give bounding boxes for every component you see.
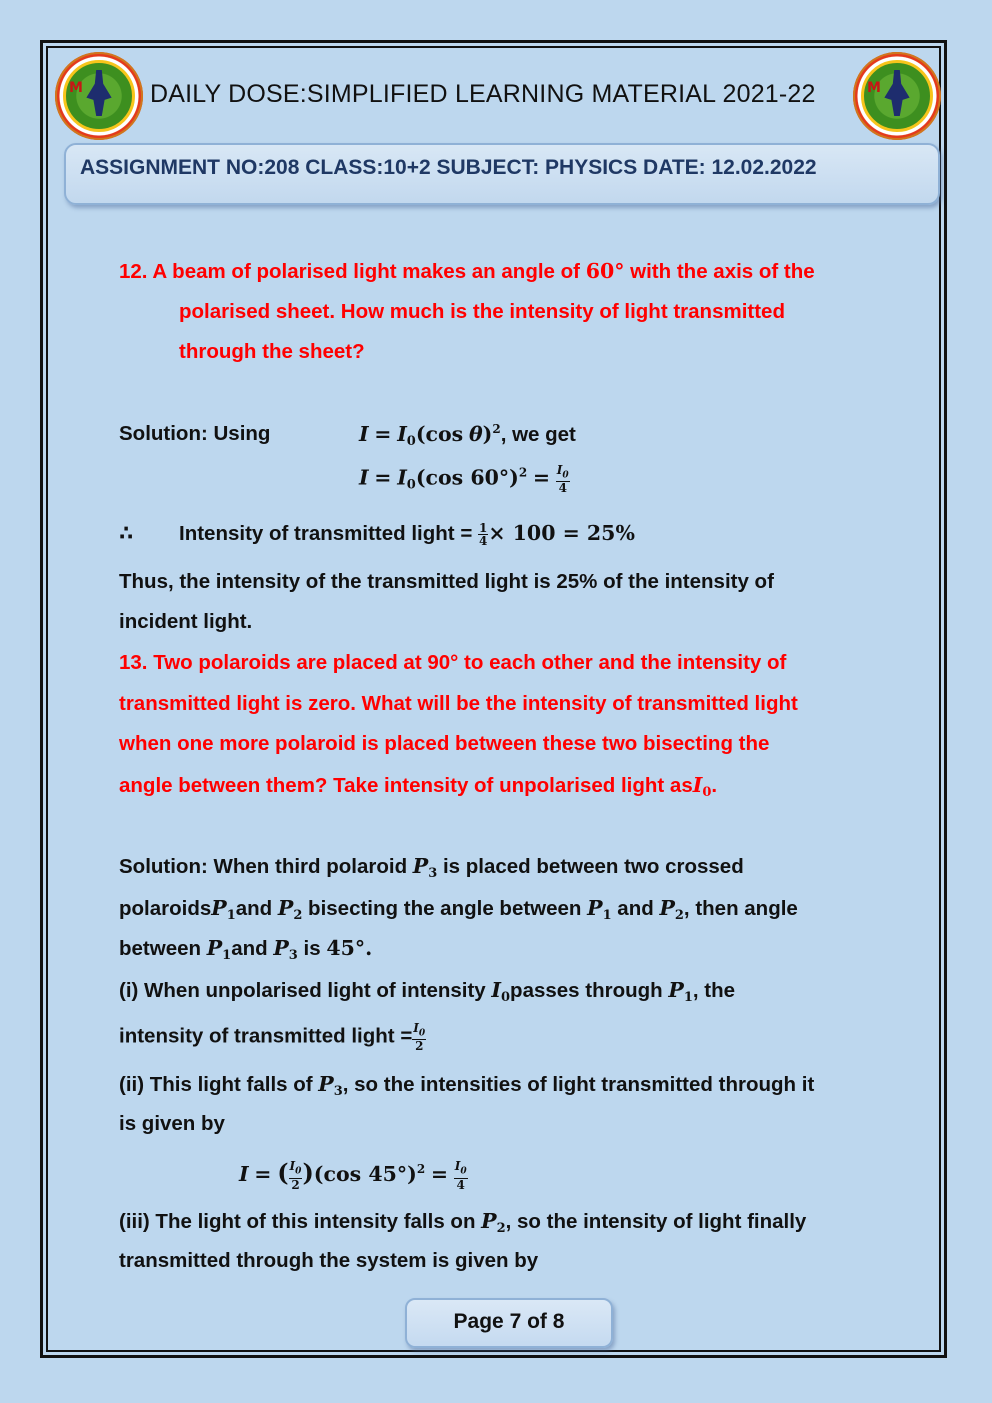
- document-title: DAILY DOSE:SIMPLIFIED LEARNING MATERIAL 2021-22: [150, 80, 816, 108]
- q13-line-3: when one more polaroid is placed between these two bisecting the: [119, 732, 770, 755]
- sol12-intensity: Intensity of transmitted light = $\frac{1}{4}$ × 100 = 25%: [179, 521, 635, 549]
- logo-emblem-right: M: [853, 52, 941, 140]
- sol12-label: Solution: Using: [119, 422, 271, 445]
- q12-line-1: 12. A beam of polarised light makes an angle of 60° with the axis of the: [119, 259, 815, 283]
- sol12-formula-2: $I = I_0(\cos$ 60°)$^2$ = $\frac{I_0}{4}$: [359, 463, 569, 496]
- q13-line-2: transmitted light is zero. What will be the intensity of transmitted light: [119, 692, 798, 715]
- sol13-step-i-2: intensity of transmitted light = $\frac{I_0}{2}$: [119, 1021, 426, 1054]
- page-number: Page 7 of 8: [405, 1298, 613, 1348]
- sol13-line-3: between $P_1and$ $P_3$ is 45°.: [119, 936, 373, 963]
- sol13-line-2: polaroidsP$_1$and $P_2$ bisecting the angle between $P_1$ and $P_2$, then angle: [119, 896, 798, 923]
- sol13-step-iii-2: transmitted through the system is given by: [119, 1249, 539, 1272]
- sol12-thus-1: Thus, the intensity of the transmitted light is 25% of the intensity of: [119, 570, 774, 593]
- sol12-thus-2: incident light.: [119, 610, 253, 633]
- sol13-line-1: Solution: When third polaroid $P_3$ is placed between two crossed: [119, 854, 744, 881]
- q13-line-1: 13. Two polaroids are placed at 90° to each other and the intensity of: [119, 651, 787, 674]
- sol12-formula-1: $I = I_0(\cos$ θ)$^2$, we get: [359, 422, 576, 449]
- q12-line-3: through the sheet?: [179, 340, 365, 363]
- q13-line-4: angle between them? Take intensity of unpolarised light asI$_0$.: [119, 773, 718, 800]
- therefore-symbol: ∴: [119, 522, 134, 545]
- sol13-step-ii-1: (ii) This light falls of $P_3$, so the intensities of light transmitted through it: [119, 1072, 815, 1099]
- sol13-formula: I = ( $\frac{I_0}{2}$ )(cos 45°)$^2$ = $\frac{I_0}{4}$: [239, 1158, 467, 1192]
- sol13-step-iii-1: (iii) The light of this intensity falls on $P_2$, so the intensity of light finally: [119, 1209, 807, 1236]
- q12-line-2: polarised sheet. How much is the intensity of light transmitted: [179, 300, 785, 323]
- sol13-step-i-1: (i) When unpolarised light of intensity $I_0passes$ through $P_1$, the: [119, 978, 736, 1005]
- sol13-step-ii-2: is given by: [119, 1112, 225, 1135]
- logo-emblem-left: M: [55, 52, 143, 140]
- assignment-info: ASSIGNMENT NO:208 CLASS:10+2 SUBJECT: PHYSICS DATE: 12.02.2022: [80, 156, 817, 179]
- assignment-banner: [64, 143, 940, 205]
